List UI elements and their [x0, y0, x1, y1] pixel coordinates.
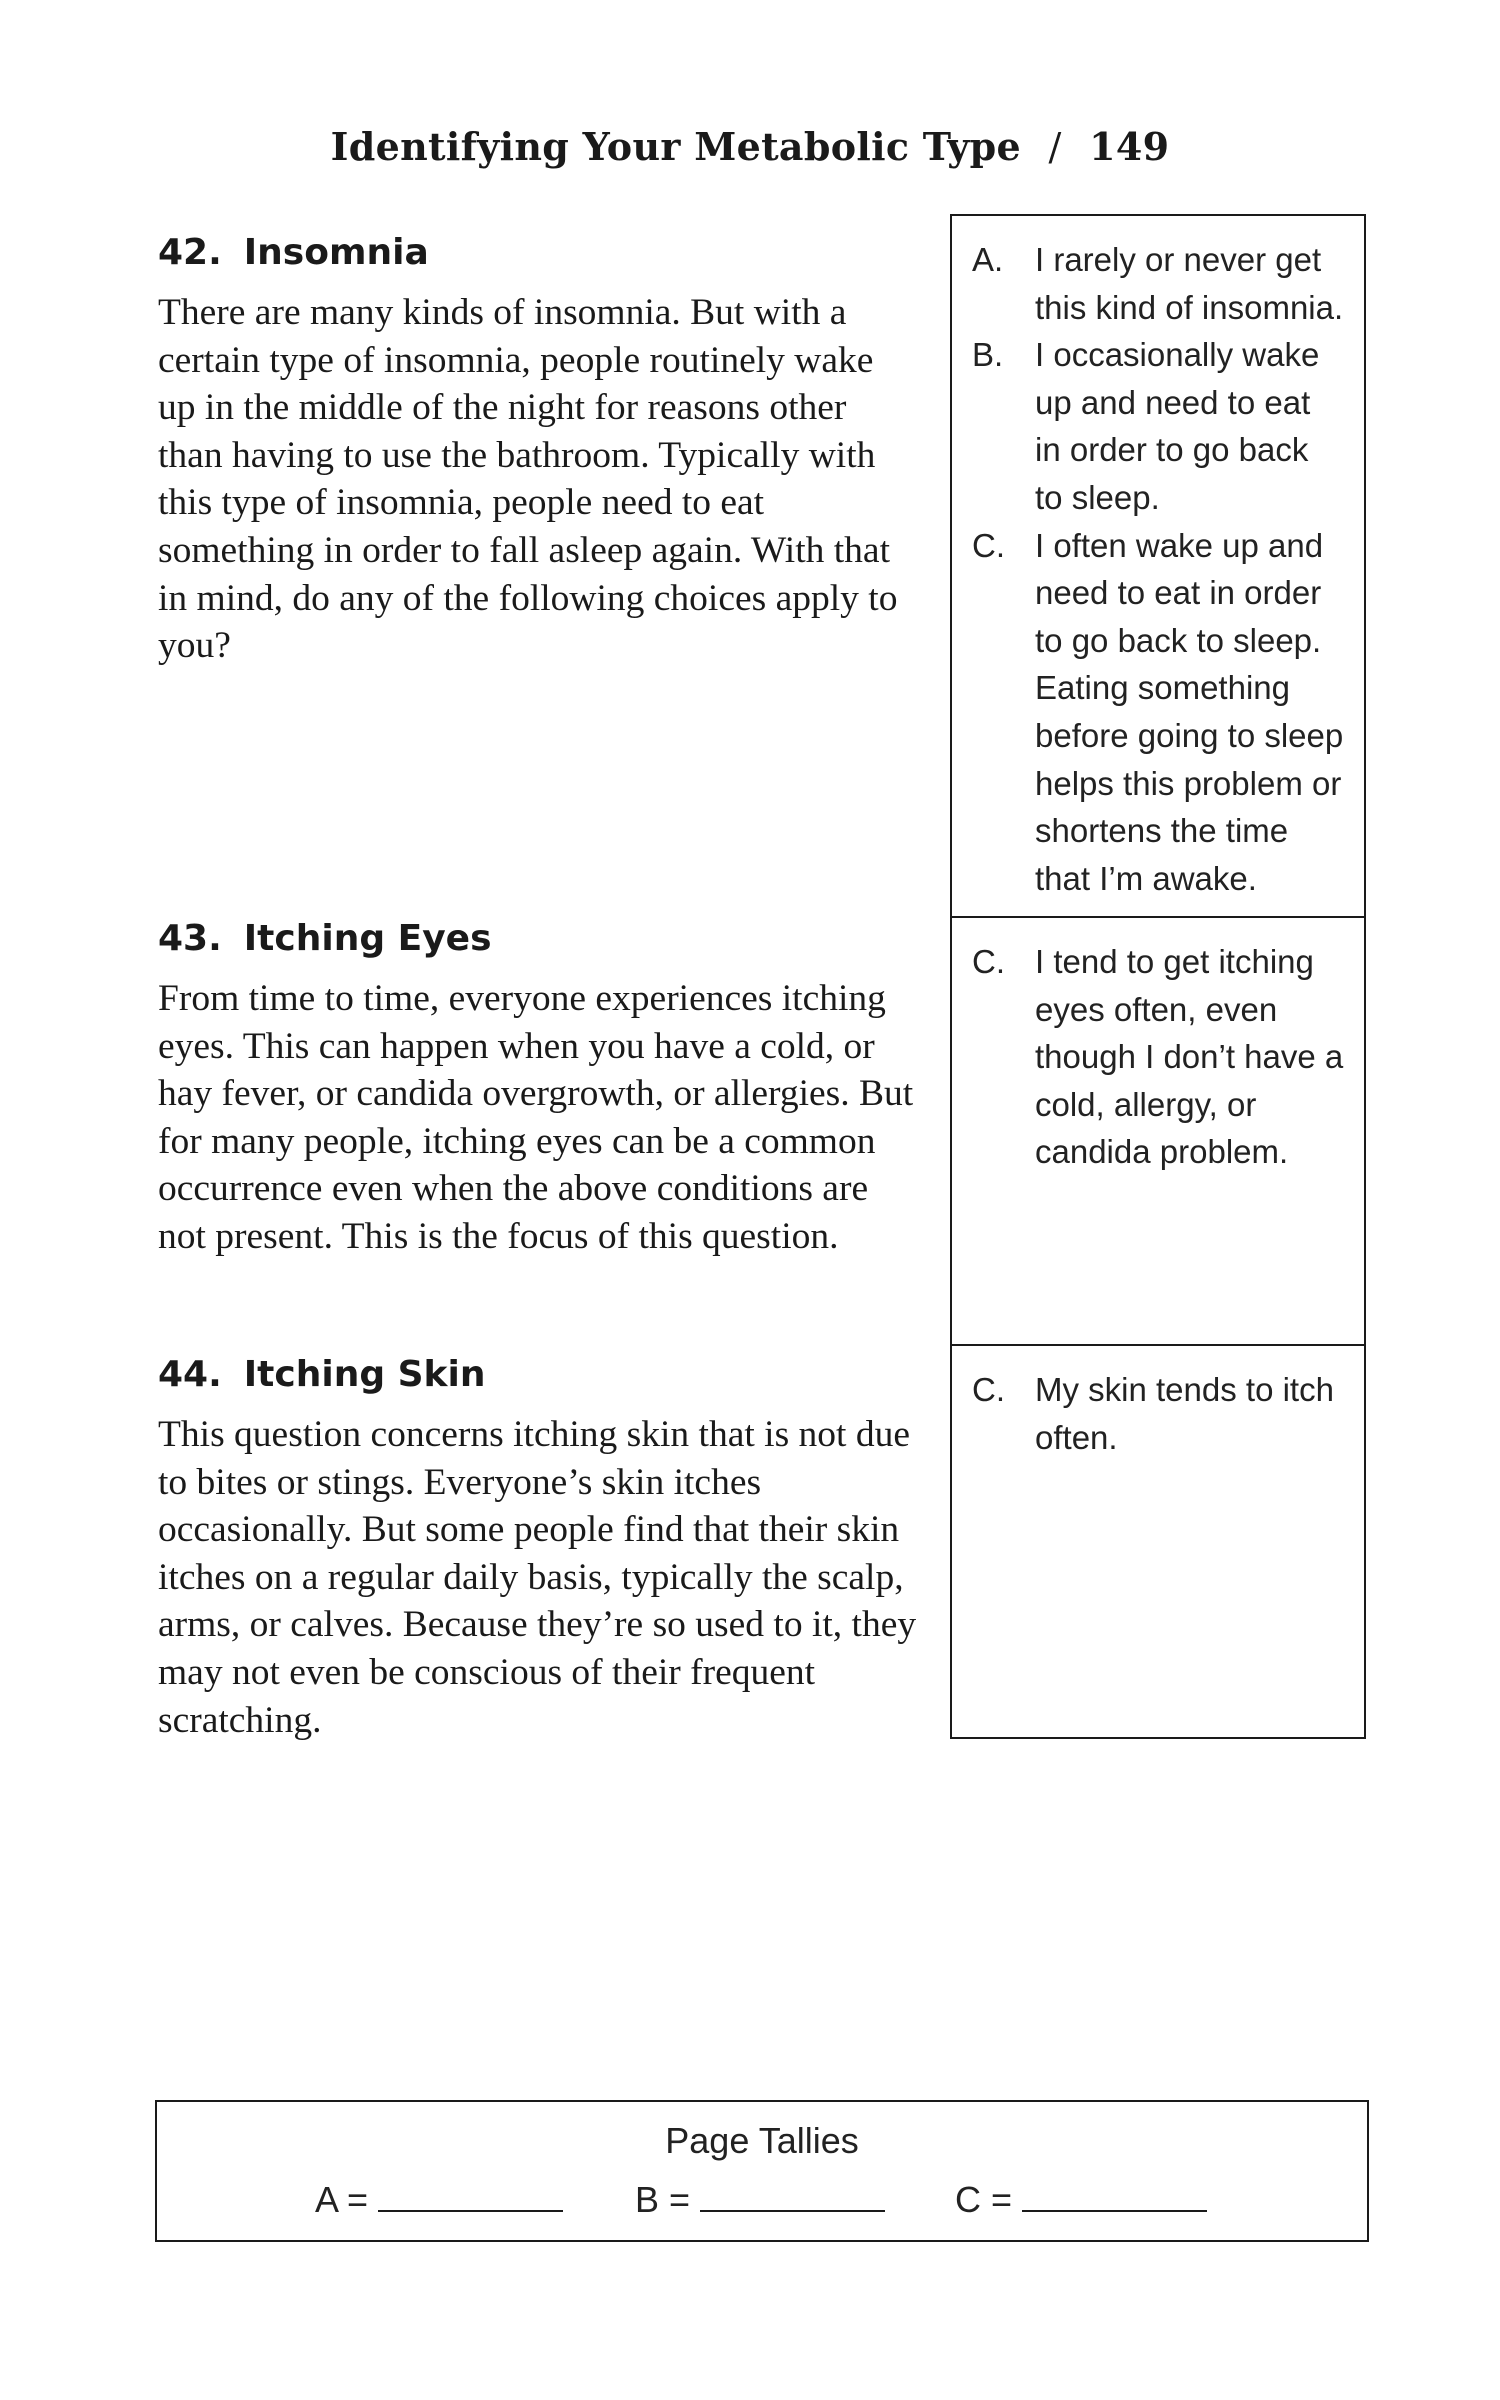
choice-text: I often wake up and need to eat in order to go back to sleep. Eating something before going to sleep helps this problem or shortens the time that I’m awake.	[1035, 526, 1344, 897]
tally-c-field[interactable]	[1022, 2176, 1207, 2212]
tally-b-label: B =	[635, 2179, 691, 2220]
choice-text: I rarely or never get this kind of insomnia.	[1035, 241, 1344, 326]
question-heading	[158, 918, 918, 959]
question-text: There are many kinds of insomnia. But with a certain type of insomnia, people routinely wake up in the middle of the night for reasons other than having to use the bathroom. Typically with this type of insomnia, people need to eat something in order to fall asleep again. With that in mind, do any of the following choices apply to you?	[158, 292, 898, 667]
page-number: 149	[1089, 124, 1170, 169]
choice-text: My skin tends to itch often.	[1035, 1371, 1334, 1456]
answer-choice[interactable]	[972, 938, 1344, 1176]
answer-choice[interactable]	[972, 236, 1344, 331]
question-number: 43.	[158, 918, 222, 959]
chapter-title: Identifying Your Metabolic Type	[330, 124, 1021, 169]
question-heading	[158, 1354, 918, 1395]
question-44	[158, 1354, 918, 1744]
tally-c	[955, 2176, 1207, 2221]
choice-letter: B.	[972, 336, 1004, 374]
answer-choice[interactable]	[972, 522, 1344, 903]
page-header	[0, 124, 1500, 169]
answer-cell-42	[952, 216, 1364, 916]
answer-cell-44	[952, 1344, 1364, 1739]
choice-text: I tend to get itching eyes often, even though I don’t have a cold, allergy, or candida problem.	[1035, 943, 1344, 1171]
tally-a-field[interactable]	[378, 2176, 563, 2212]
choice-letter: C.	[972, 1371, 1005, 1408]
question-number: 42.	[158, 232, 222, 273]
question-42	[158, 232, 918, 670]
question-title: Insomnia	[243, 232, 429, 273]
question-text: From time to time, everyone experiences itching eyes. This can happen when you have a cold, or hay fever, or candida overgrowth, or allergies. But for many people, itching eyes can be a common occurrence even when the above conditions are not present. This is the focus of this question.	[158, 978, 914, 1257]
question-text: This question concerns itching skin that is not due to bites or stings. Everyone’s skin itches occasionally. But some people find that their skin itches on a regular daily basis, typically the scalp, arms, or calves. Because they’re so used to it, they may not even be conscious of their frequent scratching.	[158, 1414, 917, 1741]
question-43	[158, 918, 918, 1261]
answer-choice[interactable]	[972, 331, 1344, 521]
choice-letter: A.	[972, 241, 1004, 278]
question-heading	[158, 232, 918, 273]
tally-b-field[interactable]	[700, 2176, 885, 2212]
choice-letter: C.	[972, 526, 1005, 564]
question-title: Itching Skin	[243, 1354, 486, 1395]
tally-b	[635, 2176, 885, 2221]
answer-cell-43	[952, 916, 1364, 1344]
choice-text: I occasionally wake up and need to eat in order to go back to sleep.	[1035, 336, 1320, 516]
tally-a	[315, 2176, 563, 2221]
question-number: 44.	[158, 1354, 222, 1395]
question-title: Itching Eyes	[243, 918, 492, 959]
choice-letter: C.	[972, 943, 1005, 980]
header-separator: /	[1048, 125, 1062, 169]
answer-choices-box	[950, 214, 1366, 1739]
tallies-title: Page Tallies	[665, 2120, 859, 2161]
tally-a-label: A =	[315, 2179, 369, 2220]
answer-choice[interactable]	[972, 1366, 1344, 1461]
page-tallies-box	[155, 2100, 1369, 2242]
tally-c-label: C =	[955, 2179, 1013, 2220]
